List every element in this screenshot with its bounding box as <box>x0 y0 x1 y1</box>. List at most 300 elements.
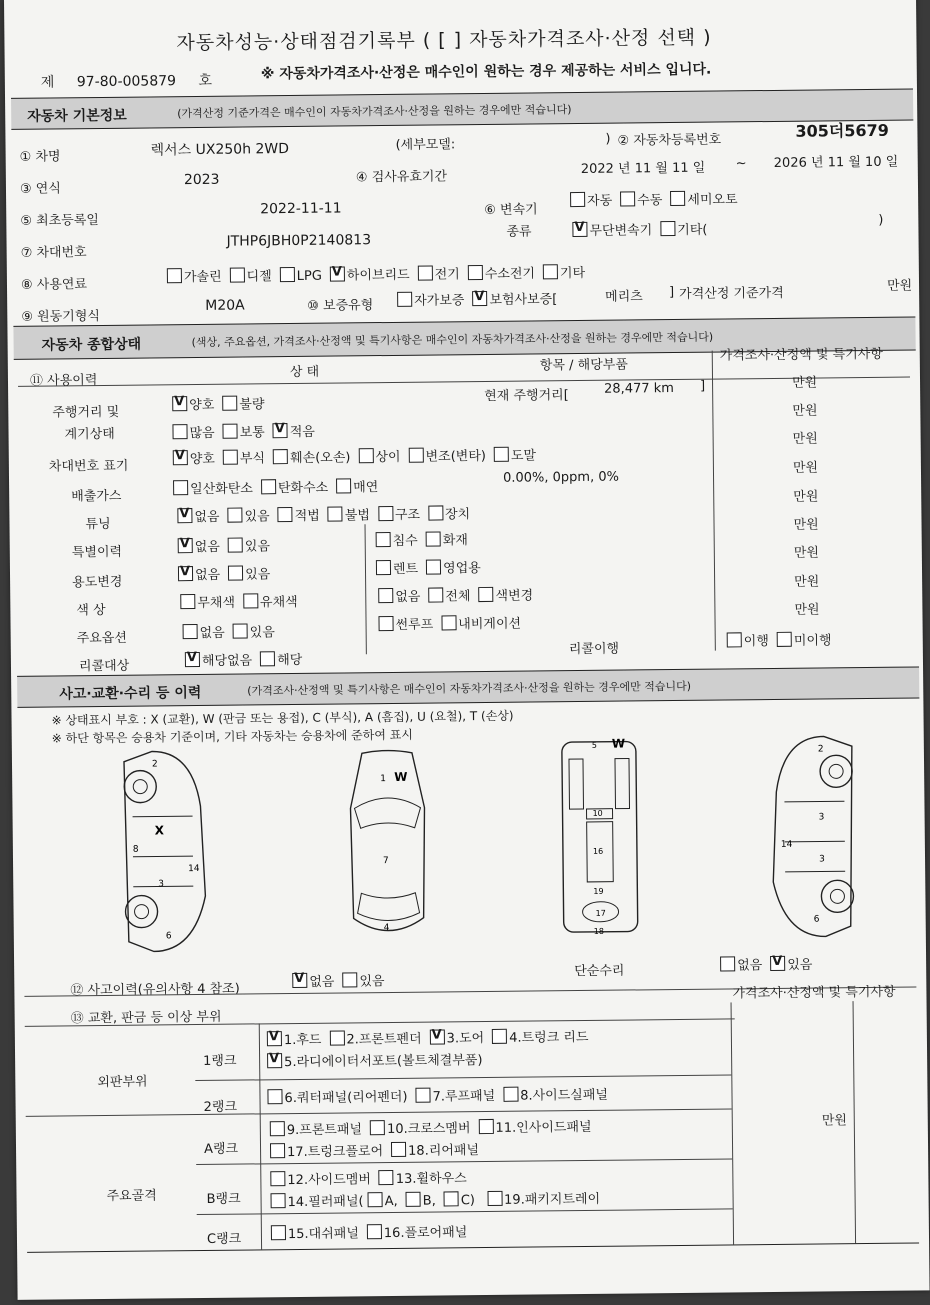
rankB-pillar-label: 14.필러패널( <box>287 1194 364 1211</box>
col-history: ⑪ 사용이력 <box>29 373 98 389</box>
checkbox-option[interactable] <box>243 595 298 611</box>
checkbox-option[interactable] <box>270 1122 362 1138</box>
mileage-current-value: 28,477 km <box>604 381 674 397</box>
checkbox-label: 자동 <box>587 193 613 209</box>
svg-text:16: 16 <box>592 846 604 856</box>
checkbox-label: 전기 <box>434 267 460 283</box>
emission-options <box>173 476 386 497</box>
svg-text:7: 7 <box>382 856 389 867</box>
rankB-pillar-options <box>368 1193 483 1209</box>
checkbox-option[interactable] <box>727 634 769 649</box>
mileage-options-1 <box>172 393 272 413</box>
checkbox-option[interactable] <box>426 561 481 577</box>
checkbox-option[interactable] <box>273 450 351 466</box>
price-column-divider <box>712 351 716 651</box>
checkbox[interactable] <box>391 1142 406 1157</box>
checkbox-option[interactable] <box>468 266 535 282</box>
checkbox[interactable] <box>727 632 742 647</box>
checkbox-option[interactable] <box>173 452 215 467</box>
checkbox[interactable] <box>228 538 243 553</box>
doc-number-suffix: 호 <box>198 72 213 89</box>
checkbox-option[interactable] <box>720 958 762 973</box>
checkbox[interactable] <box>280 267 295 282</box>
checkbox-option[interactable] <box>572 223 652 239</box>
checkbox-checked[interactable] <box>177 508 192 523</box>
basic-info-title: 자동차 기본정보 <box>27 107 127 125</box>
checkbox-option[interactable] <box>428 507 470 522</box>
checkbox-option[interactable] <box>376 534 418 549</box>
checkbox[interactable] <box>378 616 393 631</box>
checkbox-label: 없음 <box>199 625 225 641</box>
checkbox-label: A, <box>384 1193 398 1210</box>
accident-price-header: 가격조사·산정액 및 특기사항 <box>732 984 896 1002</box>
checkbox-option[interactable] <box>376 562 418 577</box>
model-value: 렉서스 UX250h 2WD <box>150 141 290 159</box>
usage-label: 용도변경 <box>72 574 123 591</box>
vin-label: ⑦ 차대번호 <box>20 245 87 261</box>
accident-section-header <box>17 666 919 707</box>
checkbox[interactable] <box>271 1225 286 1240</box>
tuning-label: 튜닝 <box>85 516 111 533</box>
checkbox-option[interactable] <box>370 1121 471 1137</box>
car-frame-diagram <box>554 733 646 939</box>
checkbox-label: 적음 <box>289 424 315 441</box>
checkbox-checked[interactable] <box>330 266 345 281</box>
checkbox[interactable] <box>376 532 391 547</box>
checkbox-option[interactable] <box>426 533 468 548</box>
svg-text:8: 8 <box>132 844 139 855</box>
rank2-label: 2랭크 <box>203 1099 238 1115</box>
checkbox-option[interactable] <box>487 1192 600 1208</box>
checkbox-label: B, <box>422 1193 436 1209</box>
checkbox-label: 있음 <box>244 509 270 525</box>
checkbox-option[interactable] <box>180 596 235 612</box>
checkbox-option[interactable] <box>770 958 812 973</box>
checkbox-option[interactable] <box>267 1053 483 1070</box>
checkbox-option[interactable] <box>660 223 707 238</box>
checkbox[interactable] <box>173 480 188 495</box>
color-options <box>180 591 306 611</box>
checkbox[interactable] <box>478 587 493 602</box>
accident-label: ⑫ 사고이력(유의사항 4 참조) <box>70 981 240 999</box>
checkbox[interactable] <box>378 588 393 603</box>
checkbox-option[interactable] <box>494 448 536 463</box>
checkbox[interactable] <box>172 424 187 439</box>
checkbox[interactable] <box>376 560 391 575</box>
form-bottom-rule <box>27 1242 919 1252</box>
checkbox-option[interactable] <box>391 1143 479 1159</box>
checkbox[interactable] <box>261 479 276 494</box>
mileage-current-close: ] <box>700 378 706 394</box>
checkbox-label: 기타 <box>559 265 586 282</box>
checkbox[interactable] <box>267 1089 282 1104</box>
checkbox-checked[interactable] <box>267 1053 282 1068</box>
col-item: 항목 / 해당부품 <box>539 357 628 374</box>
checkbox[interactable] <box>415 1088 430 1103</box>
engine-label: ⑨ 원동기형식 <box>21 309 100 325</box>
checkbox[interactable] <box>478 1119 493 1134</box>
frame-label: 주요골격 <box>106 1188 157 1204</box>
checkbox[interactable] <box>223 424 238 439</box>
checkbox[interactable] <box>426 559 441 574</box>
trans-label-2: 종류 <box>506 224 532 240</box>
checkbox-label: 13.휠하우스 <box>395 1171 467 1187</box>
checkbox-option[interactable] <box>441 617 521 633</box>
legend-1: ※ 상태표시 부호 : X (교환), W (판금 또는 용접), C (부식), A (흠집), U (요철), T (손상) <box>51 708 514 728</box>
checkbox-option[interactable] <box>178 540 220 555</box>
checkbox[interactable] <box>397 292 412 307</box>
checkbox-option[interactable] <box>358 450 400 465</box>
checkbox-label: 없음 <box>737 958 763 974</box>
recall-label: 리콜대상 <box>78 658 130 675</box>
price-unit: 만원 <box>794 602 820 618</box>
checkbox[interactable] <box>444 1191 459 1206</box>
warranty-company: 메리츠 <box>605 289 643 305</box>
checkbox-label: 있음 <box>249 625 275 641</box>
checkbox-option[interactable] <box>260 653 302 668</box>
checkbox-option[interactable] <box>378 590 420 605</box>
checkbox-label: 15.대쉬패널 <box>287 1226 359 1243</box>
checkbox-option[interactable] <box>261 481 328 497</box>
checkbox-option[interactable] <box>406 1194 436 1209</box>
exchange-price-unit: 만원 <box>821 1113 847 1129</box>
checkbox[interactable] <box>660 221 675 236</box>
checkbox-option[interactable] <box>329 1032 421 1048</box>
checkbox-label: 4.트렁크 리드 <box>509 1029 589 1046</box>
checkbox-label: 8.사이드실패널 <box>520 1087 609 1104</box>
checkbox[interactable] <box>428 587 443 602</box>
checkbox-checked[interactable] <box>178 538 193 553</box>
checkbox[interactable] <box>777 632 792 647</box>
checkbox-option[interactable] <box>270 1172 371 1188</box>
submodel-label: (세부모델: <box>395 137 456 153</box>
checkbox-checked[interactable] <box>267 1031 282 1046</box>
checkbox-label: 불량 <box>239 397 265 413</box>
simple-repair-options <box>720 954 820 974</box>
col-price: 가격조사·산정액 및 특기사항 <box>719 346 883 364</box>
recall-item-label: 리콜이행 <box>568 641 620 658</box>
submodel-close: ) <box>605 131 611 147</box>
checkbox-option[interactable] <box>336 480 378 495</box>
svg-text:6: 6 <box>813 914 820 925</box>
mileage-label-2: 계기상태 <box>64 426 115 443</box>
checkbox[interactable] <box>260 651 275 666</box>
checkbox-option[interactable] <box>278 509 320 524</box>
checkbox[interactable] <box>180 594 195 609</box>
checkbox-label: 화재 <box>442 533 469 549</box>
rankC-items <box>271 1221 476 1242</box>
color-label: 색 상 <box>76 602 106 619</box>
checkbox[interactable] <box>370 1120 385 1135</box>
overall-title: 자동차 종합상태 <box>41 336 142 354</box>
checkbox-label: 유채색 <box>259 594 298 611</box>
svg-text:19: 19 <box>593 886 604 896</box>
rankB-pillar-checkbox[interactable] <box>271 1193 286 1208</box>
checkbox-label: 매연 <box>353 480 379 496</box>
price-unit: 만원 <box>792 431 818 447</box>
checkbox-label: 렌트 <box>392 561 419 577</box>
checkbox-checked[interactable] <box>178 566 193 581</box>
overall-note: (색상, 주요옵션, 가격조사·산정액 및 특기사항은 매수인이 자동차가격조사·산정을 원하는 경우에만 적습니다) <box>191 330 714 350</box>
checkbox-option[interactable] <box>292 975 334 990</box>
checkbox-option[interactable] <box>478 1120 591 1136</box>
checkbox-option[interactable] <box>620 193 662 208</box>
checkbox[interactable] <box>570 192 585 207</box>
checkbox[interactable] <box>487 1191 502 1206</box>
checkbox[interactable] <box>379 1170 394 1185</box>
svg-text:1: 1 <box>380 774 386 785</box>
color-items <box>378 584 541 605</box>
rank1-rule <box>195 1074 731 1081</box>
checkbox[interactable] <box>441 615 456 630</box>
checkbox-label: 내비게이션 <box>458 616 522 633</box>
checkbox[interactable] <box>670 191 685 206</box>
doc-number-value: 97-80-005879 <box>76 73 177 91</box>
first-reg-label: ⑤ 최초등록일 <box>20 213 99 229</box>
emission-values: 0.00%, 0ppm, 0% <box>502 469 619 486</box>
checkbox-option[interactable] <box>233 625 275 640</box>
rankA-items <box>270 1116 600 1138</box>
checkbox[interactable] <box>358 448 373 463</box>
svg-text:3: 3 <box>818 854 825 865</box>
checkbox[interactable] <box>233 623 248 638</box>
checkbox-option[interactable] <box>227 509 269 524</box>
checkbox-label: 해당없음 <box>201 653 253 669</box>
checkbox[interactable] <box>468 265 483 280</box>
checkbox-label: 일산화탄소 <box>190 481 254 498</box>
checkbox[interactable] <box>543 264 558 279</box>
item-column-divider <box>365 524 367 654</box>
checkbox-option[interactable] <box>378 618 433 634</box>
checkbox[interactable] <box>243 593 258 608</box>
emission-label: 배출가스 <box>71 488 122 505</box>
checkbox-option[interactable] <box>330 268 410 284</box>
checkbox-option[interactable] <box>570 194 612 209</box>
checkbox-option[interactable] <box>777 633 832 649</box>
price-unit: 만원 <box>793 517 819 533</box>
special-options <box>178 535 278 555</box>
baseprice-unit: 만원 <box>886 278 913 294</box>
checkbox-option[interactable] <box>543 266 585 281</box>
checkbox-option[interactable] <box>228 539 270 554</box>
checkbox[interactable] <box>222 396 237 411</box>
checkbox-label: 도말 <box>510 448 537 464</box>
checkbox-label: 하이브리드 <box>346 267 410 284</box>
checkbox-label: 16.플로어패널 <box>383 1225 468 1242</box>
checkbox-option[interactable] <box>378 508 420 523</box>
checkbox-option[interactable] <box>428 589 470 604</box>
checkbox-option[interactable] <box>408 449 486 465</box>
checkbox-checked[interactable] <box>572 222 587 237</box>
checkbox-option[interactable] <box>367 1225 468 1241</box>
checkbox-checked[interactable] <box>472 291 487 306</box>
checkbox-label: 변조(변타) <box>425 448 487 465</box>
checkbox-checked[interactable] <box>770 956 785 971</box>
accident-options <box>292 970 392 990</box>
checkbox-checked[interactable] <box>173 450 188 465</box>
mileage-options-2 <box>172 421 323 442</box>
checkbox-option[interactable] <box>178 568 220 583</box>
checkbox-option[interactable] <box>172 398 214 413</box>
checkbox[interactable] <box>367 1224 382 1239</box>
usage-items <box>376 557 489 577</box>
checkbox-label: 없음 <box>194 509 220 526</box>
price-unit: 만원 <box>794 574 820 590</box>
checkbox[interactable] <box>408 448 423 463</box>
basic-info-section-header <box>11 88 913 129</box>
checkbox-label: 썬루프 <box>395 617 434 633</box>
checkbox-option[interactable] <box>478 588 533 604</box>
checkbox-option[interactable] <box>415 1089 495 1105</box>
checkbox[interactable] <box>418 266 433 281</box>
checkbox-option[interactable] <box>267 1033 322 1049</box>
checkbox[interactable] <box>227 508 242 523</box>
checkbox[interactable] <box>278 507 293 522</box>
checkbox-option[interactable] <box>183 626 225 641</box>
checkbox-label: 18.리어패널 <box>408 1143 480 1159</box>
checkbox-label: 없음 <box>395 589 421 605</box>
checkbox-option[interactable] <box>185 653 252 669</box>
checkbox-option[interactable] <box>328 508 370 523</box>
checkbox[interactable] <box>228 566 243 581</box>
checkbox[interactable] <box>494 447 509 462</box>
checkbox-option[interactable] <box>273 425 315 440</box>
rank2-rule <box>26 1108 732 1116</box>
year-label: ③ 연식 <box>19 181 61 197</box>
checkbox-label: 많음 <box>189 425 215 442</box>
checkbox-label: 양호 <box>189 397 215 414</box>
checkbox-checked[interactable] <box>185 652 200 667</box>
model-label: ① 차명 <box>19 149 61 165</box>
checkbox-label: C) <box>460 1193 476 1209</box>
checkbox[interactable] <box>270 1143 285 1158</box>
checkbox[interactable] <box>223 450 238 465</box>
checkbox-option[interactable] <box>418 267 460 282</box>
checkbox[interactable] <box>342 972 357 987</box>
checkbox-checked[interactable] <box>292 973 307 988</box>
checkbox[interactable] <box>426 531 441 546</box>
checkbox[interactable] <box>368 1192 383 1207</box>
checkbox[interactable] <box>428 505 443 520</box>
checkbox-label: 양호 <box>189 451 216 468</box>
checkbox[interactable] <box>492 1029 507 1044</box>
checkbox-label: 1.후드 <box>283 1032 322 1049</box>
outer-label: 외판부위 <box>97 1074 148 1091</box>
checkbox-option[interactable] <box>222 397 264 412</box>
accident-title: 사고·교환·수리 등 이력 <box>59 684 202 703</box>
accident-note: (가격조사·산정액 및 특기사항은 매수인이 자동차가격조사·산정을 원하는 경우에만 적습니다) <box>247 679 692 698</box>
checkbox-label: 구조 <box>394 507 421 523</box>
fuel-options <box>167 262 593 285</box>
checkbox[interactable] <box>230 267 245 282</box>
checkbox[interactable] <box>167 268 182 283</box>
checkbox[interactable] <box>328 506 343 521</box>
rank1-items <box>267 1026 597 1048</box>
checkbox-option[interactable] <box>472 292 557 308</box>
regno-label: ② 자동차등록번호 <box>617 132 722 149</box>
checkbox-option[interactable] <box>230 269 272 284</box>
checkbox-label: 있음 <box>359 974 385 990</box>
checkbox-option[interactable] <box>172 426 214 441</box>
checkbox-option[interactable] <box>492 1030 588 1046</box>
checkbox-checked[interactable] <box>430 1029 445 1044</box>
checkbox-option[interactable] <box>444 1193 475 1208</box>
checkbox[interactable] <box>503 1087 518 1102</box>
checkbox-option[interactable] <box>670 192 737 208</box>
checkbox-option[interactable] <box>397 293 464 309</box>
checkbox-option[interactable] <box>223 451 265 466</box>
checkbox-option[interactable] <box>173 481 253 497</box>
diagram-mark-x: X <box>154 823 165 838</box>
checkbox-option[interactable] <box>270 1144 383 1160</box>
rankB-label: B랭크 <box>206 1191 241 1207</box>
price-unit: 만원 <box>791 375 818 391</box>
tuning-options <box>177 503 478 525</box>
checkbox-option[interactable] <box>271 1226 359 1242</box>
car-top-diagram <box>332 747 444 943</box>
checkbox-label: 보험사보증[ <box>489 292 558 308</box>
checkbox-label: 11.인사이드패널 <box>495 1119 592 1136</box>
checkbox-label: 12.사이드멤버 <box>287 1172 371 1189</box>
checkbox[interactable] <box>270 1171 285 1186</box>
usage-options <box>178 563 278 583</box>
doc-number-prefix: 제 <box>40 74 55 91</box>
rank2-items <box>267 1084 616 1107</box>
checkbox[interactable] <box>183 624 198 639</box>
rankA-label: A랭크 <box>203 1141 239 1157</box>
checkbox[interactable] <box>720 956 735 971</box>
inspection-form <box>4 0 930 1300</box>
header-notice: ※ 자동차가격조사·산정은 매수인이 원하는 경우 제공하는 서비스 입니다. <box>260 61 712 83</box>
checkbox-label: 상이 <box>375 449 401 466</box>
checkbox-option[interactable] <box>430 1031 485 1047</box>
checkbox-option[interactable] <box>228 567 270 582</box>
checkbox-option[interactable] <box>177 510 219 525</box>
checkbox-label: LPG <box>296 268 322 284</box>
checkbox[interactable] <box>329 1030 344 1045</box>
checkbox[interactable] <box>378 506 393 521</box>
checkbox-label: 가솔린 <box>183 269 222 286</box>
checkbox-option[interactable] <box>503 1088 608 1104</box>
checkbox-label: 19.패키지트레이 <box>504 1191 601 1208</box>
svg-text:3: 3 <box>818 812 825 823</box>
checkbox-option[interactable] <box>223 425 265 440</box>
checkbox-checked[interactable] <box>172 396 187 411</box>
svg-text:18: 18 <box>593 926 605 936</box>
checkbox-option[interactable] <box>280 269 322 284</box>
checkbox[interactable] <box>406 1192 421 1207</box>
form-title: 자동차성능·상태점검기록부 ( [ ] 자동차가격조사·산정 선택 ) <box>176 26 712 55</box>
checkbox-label: 있음 <box>787 957 813 973</box>
checkbox[interactable] <box>336 478 351 493</box>
checkbox[interactable] <box>273 449 288 464</box>
checkbox-option[interactable] <box>342 974 384 989</box>
checkbox[interactable] <box>270 1121 285 1136</box>
svg-text:14: 14 <box>188 864 200 875</box>
checkbox[interactable] <box>620 191 635 206</box>
checkbox-label: 기타( <box>677 222 708 238</box>
checkbox-option[interactable] <box>379 1171 467 1187</box>
price-unit: 만원 <box>793 489 819 505</box>
col-status: 상 태 <box>289 364 320 381</box>
checkbox-option[interactable] <box>267 1090 407 1106</box>
inspect-label: ④ 검사유효기간 <box>355 169 448 186</box>
checkbox-option[interactable] <box>167 270 222 286</box>
checkbox-option[interactable] <box>368 1194 398 1209</box>
checkbox-checked[interactable] <box>273 423 288 438</box>
vin-mark-label: 차대번호 표기 <box>48 458 129 475</box>
rankC-label: C랭크 <box>206 1231 242 1247</box>
